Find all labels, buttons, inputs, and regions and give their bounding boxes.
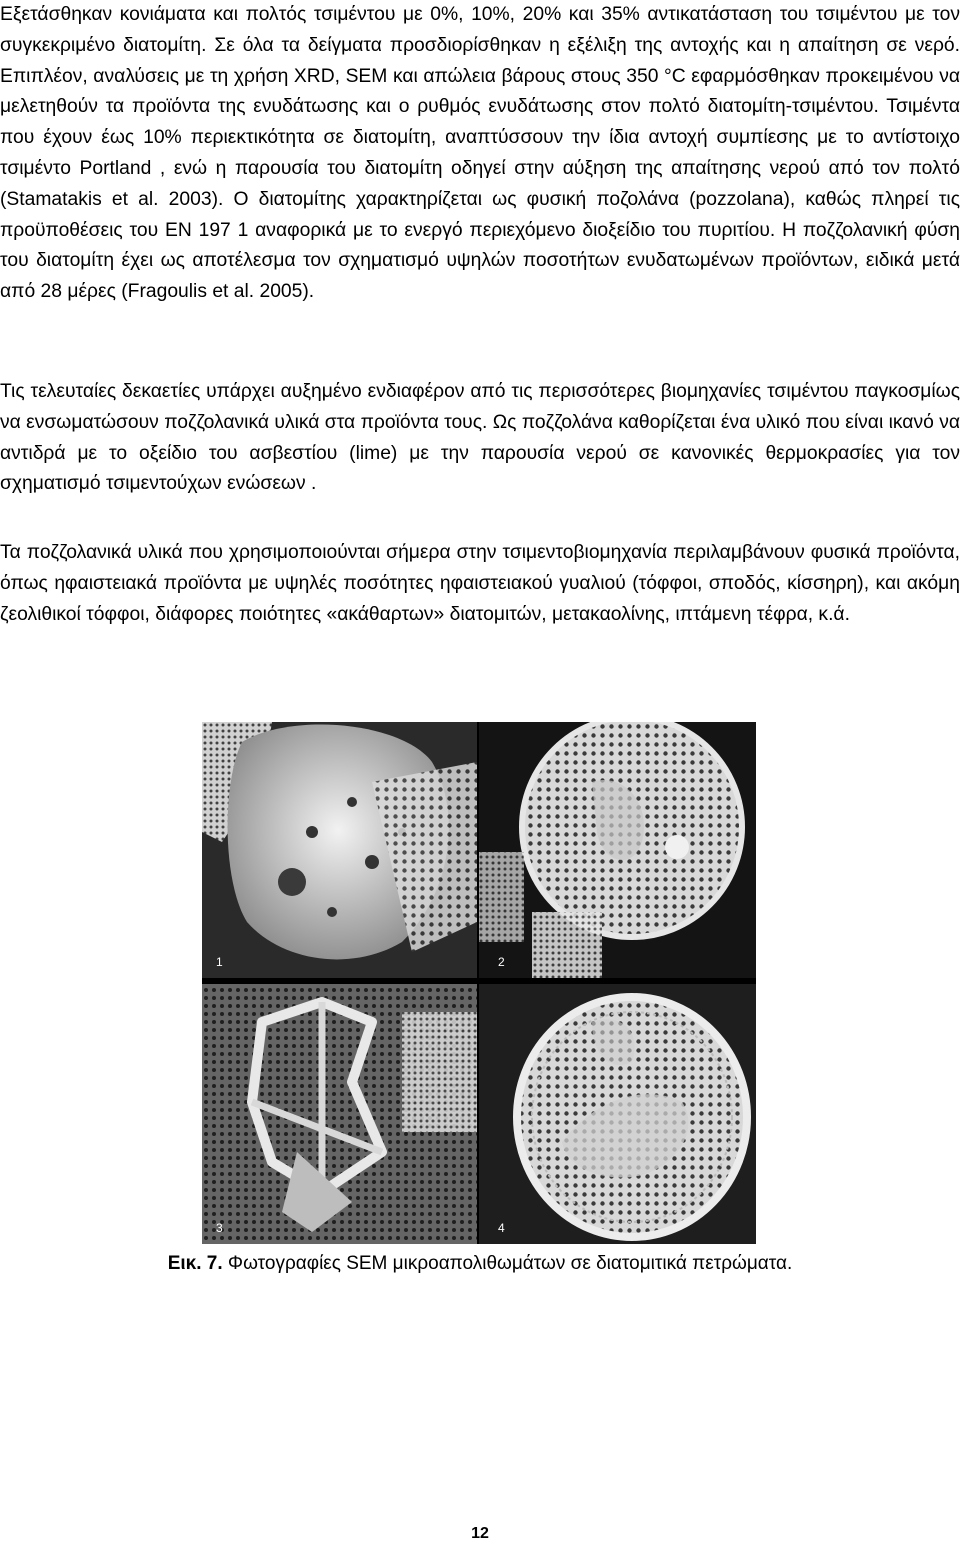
figure-caption-text: Φωτογραφίες SEM μικροαπολιθωμάτων σε διατομιτικά πετρώματα.	[222, 1253, 793, 1274]
sem-panel-4	[479, 984, 756, 1244]
paragraph-2-text: Τις τελευταίες δεκαετίες υπάρχει αυξημένο ενδιαφέρον από τις περισσότερες βιομηχανίες τσιμέντου παγκοσμίως να ενσωματώσουν ποζζολανικά υλικά στα προϊόντα τους. Ως ποζζολάνα καθορίζεται ένα υλικό που είναι ικανό να αντιδρά με το οξείδιο του ασβεστίου (lime) με την παρουσία νερού σε κανονικές θερμοκρασίες για τον σχηματισμό τσιμεντούχων ενώσεων .	[0, 381, 960, 495]
figure-caption-label: Εικ. 7.	[167, 1253, 223, 1274]
page-number: 12	[471, 1525, 489, 1542]
paragraph-3	[0, 538, 960, 630]
paragraph-1-text: Εξετάσθηκαν κονιάματα και πολτός τσιμέντου με 0%, 10%, 20% και 35% αντικατάσταση του τσιμέντου με τον συγκεκριμένο διατομίτη. Σε όλα τα δείγματα προσδιορίσθηκαν η εξέλιξη της αντοχής και η απαίτηση σε νερό. Επιπλέον, αναλύσεις με τη χρήση XRD, SEM και απώλεια βάρους στους 350 °C εφαρμόσθηκαν προκειμένου να μελετηθούν τα προϊόντα της ενυδάτωσης και ο ρυθμός ενυδάτωσης στον πολτό διατομίτη-τσιμέντου. Τσιμέντα που έχουν έως 10% περιεκτικότητα σε διατομίτη, αναπτύσσουν την ίδια αντοχή συμπίεσης με το αντίστοιχο τσιμέντο Portland , ενώ η παρουσία του διατομίτη οδηγεί στην αύξηση της απαίτησης νερού από τον πολτό (Stamatakis et al. 2003). Ο διατομίτης χαρακτηρίζεται ως φυσική ποζολάνα (pozzolana), καθώς πληρεί τις προϋποθέσεις του EN 197 1 αναφορικά με το ενεργό περιεχόμενο διοξείδιο του πυριτίου. Η ποζζολανική φύση του διατομίτη έχει ως αποτέλεσμα τον σχηματισμό υψηλών ποσοτήτων ενυδατωμένων προϊόντων, ειδικά μετά από 28 μέρες (Fragoulis et al. 2005).	[0, 4, 960, 303]
panel-label-1: 1	[216, 955, 223, 969]
figure-caption	[0, 1250, 960, 1278]
panel-label-3: 3	[216, 1221, 223, 1235]
paragraph-2	[0, 377, 960, 500]
sem-figure-image	[202, 722, 756, 1244]
sem-panel-2	[479, 722, 756, 978]
sem-panel-3	[202, 984, 477, 1244]
paragraph-3-text: Τα ποζζολανικά υλικά που χρησιμοποιούνται σήμερα στην τσιμεντοβιομηχανία περιλαμβάνουν φυσικά προϊόντα, όπως ηφαιστειακά προϊόντα με υψηλές ποσότητες ηφαιστειακού γυαλιού (τόφφοι, σποδός, κίσσηρη), και ακόμη ζεολιθικοί τόφφοι, διάφορες ποιότητες «ακάθαρτων» διατομιτών, μετακαολίνης, ιπτάμενη τέφρα, κ.ά.	[0, 542, 960, 625]
panel-label-4: 4	[498, 1221, 505, 1235]
paragraph-1	[0, 0, 960, 308]
panel-label-2: 2	[498, 955, 505, 969]
sem-panel-1	[202, 722, 477, 978]
sem-figure	[202, 722, 756, 1244]
